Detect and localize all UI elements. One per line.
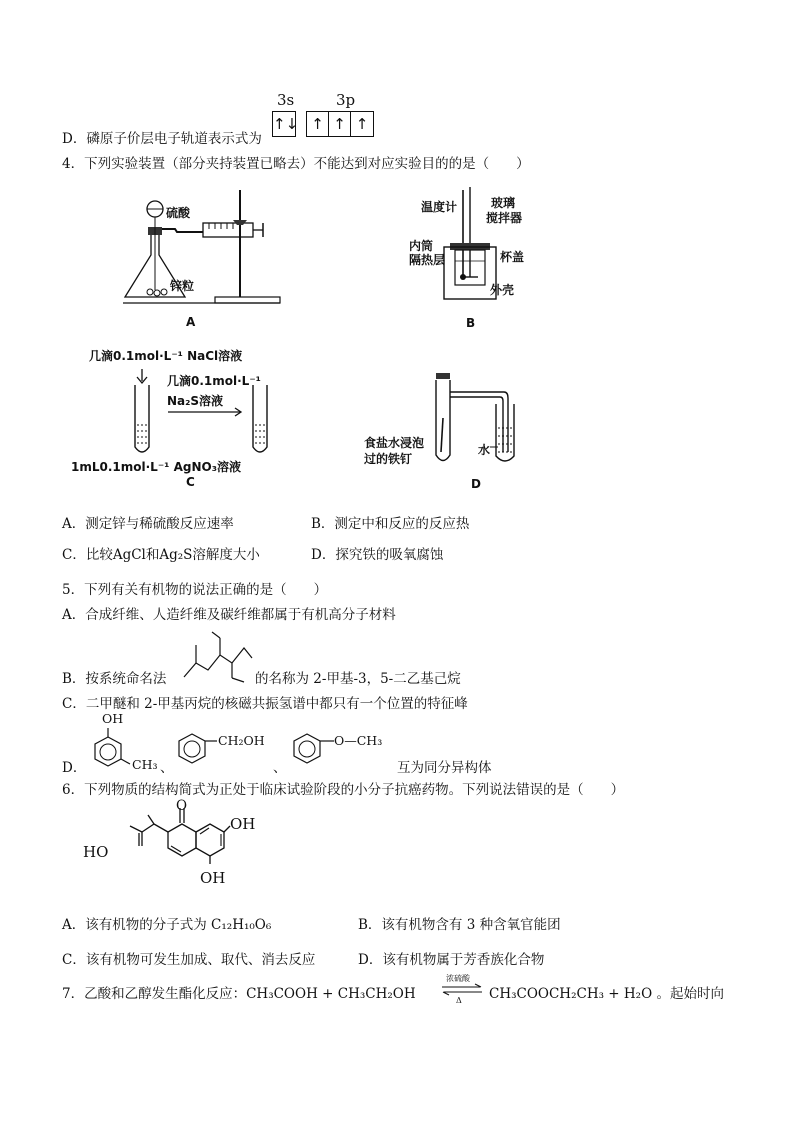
phenol-oh-label-2: OH (200, 869, 226, 887)
orbital-box-3p (306, 111, 374, 137)
fig-b-shell-label: 外壳 (490, 283, 515, 297)
orbital-3p-box-1: ↑ (307, 112, 329, 136)
q7-stem-post: CH₃COOCH₂CH₃ + H₂O 。起始时向 (489, 986, 724, 1002)
phenol-oh-label-1: OH (230, 815, 256, 833)
fig-b-stirrer-label-2: 搅拌器 (486, 211, 523, 225)
reversible-arrow-icon (440, 984, 484, 996)
fig-b-insulation-label: 隔热层 (409, 253, 446, 267)
m-cresol-ch3-label: CH₃ (132, 757, 158, 772)
q5-option-d-pre: D． (62, 760, 87, 776)
fig-d-nail-label-1: 食盐水浸泡 (364, 436, 425, 450)
orbital-3s-box: ↑↓ (273, 115, 299, 133)
q4-option-d: D．探究铁的吸氧腐蚀 (311, 547, 444, 563)
q5-option-d-post: 互为同分异构体 (397, 760, 492, 776)
figure-a-apparatus (115, 185, 290, 315)
anticancer-compound-structure (80, 800, 250, 880)
fig-b-inner-label: 内筒 (409, 239, 434, 253)
orbital-3p-box-3: ↑ (355, 115, 369, 133)
fig-a-tag: A (186, 315, 196, 329)
q4-stem: 4．下列实验装置（部分夹持装置已略去）不能达到对应实验目的的是（ ） (62, 156, 530, 172)
fig-a-zinc-label: 锌粒 (170, 279, 195, 293)
fig-b-thermometer-label: 温度计 (421, 200, 458, 214)
q5-option-d-sep-2: 、 (273, 760, 287, 776)
fig-d-nail-label-2: 过的铁钉 (364, 452, 413, 466)
fig-d-water-label: 水 (478, 443, 491, 457)
q7-heat-label: Δ (456, 996, 462, 1005)
q6-option-a: A．该有机物的分子式为 C₁₂H₁₀O₆ (62, 917, 272, 933)
orbital-box-3s (272, 111, 299, 137)
anisole-structure (287, 730, 337, 772)
q5-option-b-post: 的名称为 2-甲基-3，5-二乙基己烷 (255, 671, 461, 687)
fig-c-agno3-label: 1mL0.1mol·L⁻¹ AgNO₃溶液 (71, 460, 241, 474)
q6-option-d: D．该有机物属于芳香族化合物 (358, 952, 545, 968)
orbital-3p-label: 3p (336, 91, 356, 109)
q6-option-b: B．该有机物含有 3 种含氧官能团 (358, 917, 561, 933)
orbital-3s-label: 3s (277, 91, 295, 109)
q4-option-a: A．测定锌与稀硫酸反应速率 (62, 516, 234, 532)
q7-catalyst-label: 浓硫酸 (446, 974, 470, 983)
fig-a-acid-label: 硫酸 (166, 206, 191, 220)
fig-c-nacl-label: 几滴0.1mol·L⁻¹ NaCl溶液 (89, 349, 243, 363)
skeletal-structure-alkane (182, 630, 254, 682)
q6-option-c: C．该有机物可发生加成、取代、消去反应 (62, 952, 316, 968)
q5-option-b-pre: B．按系统命名法 (62, 671, 167, 687)
m-cresol-oh-label: OH (102, 711, 124, 726)
carbonyl-o-label: O (176, 798, 188, 814)
q5-stem: 5．下列有关有机物的说法正确的是（ ） (62, 582, 328, 598)
q5-option-d-sep-1: 、 (160, 760, 174, 776)
q7-stem-pre: 7．乙酸和乙醇发生酯化反应：CH₃COOH + CH₃CH₂OH (62, 986, 416, 1002)
anisole-label: O—CH₃ (334, 733, 383, 748)
fig-c-na2s-label-2: Na₂S溶液 (167, 394, 224, 408)
q4-option-c: C．比较AgCl和Ag₂S溶解度大小 (62, 547, 260, 563)
q4-option-b: B．测定中和反应的反应热 (311, 516, 470, 532)
carboxyl-ho-label: HO (83, 843, 109, 861)
q6-stem: 6．下列物质的结构简式为正处于临床试验阶段的小分子抗癌药物。下列说法错误的是（ ） (62, 782, 625, 798)
orbital-3p-box-2: ↑ (329, 112, 351, 136)
fig-c-na2s-label-1: 几滴0.1mol·L⁻¹ (167, 374, 261, 388)
fig-c-tag: C (186, 475, 195, 489)
fig-d-tag: D (471, 477, 481, 491)
q5-option-a: A．合成纤维、人造纤维及碳纤维都属于有机高分子材料 (62, 607, 396, 623)
benzyl-alcohol-label: CH₂OH (218, 733, 265, 748)
benzyl-alcohol-structure (172, 730, 222, 772)
q3-option-d: D．磷原子价层电子轨道表示式为 (62, 131, 262, 147)
q5-option-c: C．二甲醚和 2-甲基丙烷的核磁共振氢谱中都只有一个位置的特征峰 (62, 696, 468, 712)
fig-b-lid-label: 杯盖 (500, 250, 525, 264)
fig-b-tag: B (466, 316, 476, 330)
fig-b-stirrer-label-1: 玻璃 (491, 196, 516, 210)
